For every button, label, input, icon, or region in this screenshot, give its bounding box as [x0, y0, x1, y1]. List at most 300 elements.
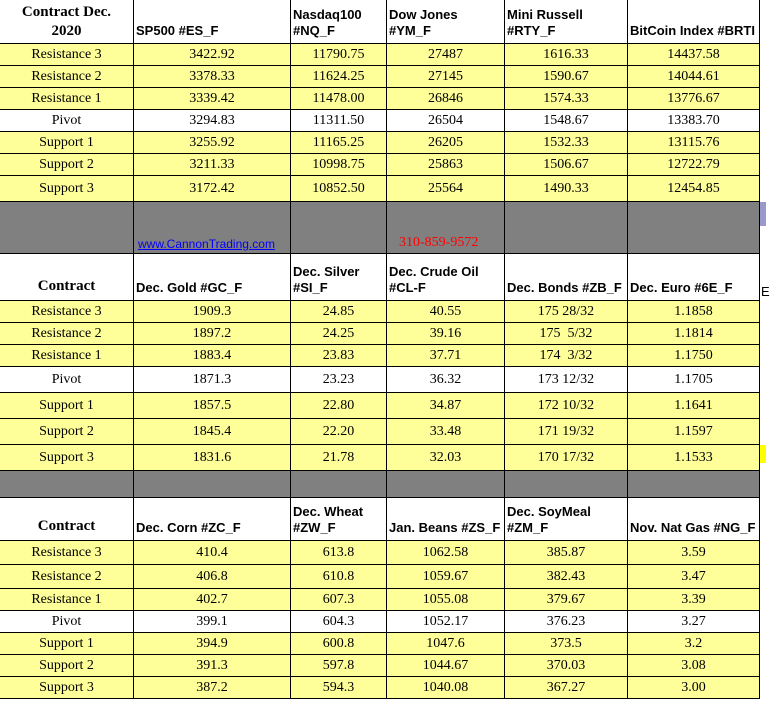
section2-row-label: Support 3 — [39, 449, 94, 465]
section2-value-cell — [134, 345, 291, 367]
section3-header-label: Contract — [37, 518, 96, 534]
section2-value: 22.80 — [322, 397, 355, 413]
section1-value: 11311.50 — [312, 112, 365, 128]
section2-header-label: Contract — [37, 278, 96, 294]
section2-value-cell — [291, 301, 387, 323]
section1-header-5 — [628, 0, 760, 44]
section1-value-cell — [505, 44, 628, 66]
section1-header-2 — [291, 0, 387, 44]
section3-value-cell — [387, 611, 505, 633]
separator1-cell — [387, 202, 505, 254]
section2-value-cell — [134, 393, 291, 419]
section2-edge-strip — [760, 445, 766, 463]
section2-value-cell — [134, 445, 291, 471]
section2-value-cell — [291, 445, 387, 471]
section1-header-1 — [134, 0, 291, 44]
section1-value: 13776.67 — [667, 90, 720, 106]
section1-value: 1506.67 — [543, 156, 589, 172]
section2-value-cell — [505, 301, 628, 323]
section1-row — [0, 176, 766, 202]
section3-value: 385.87 — [546, 544, 586, 560]
section1-header-text: BitCoin Index #BRTI — [630, 23, 755, 38]
section1-value: 12722.79 — [667, 156, 720, 172]
section2-value: 37.71 — [429, 347, 462, 363]
section2-value-cell — [387, 393, 505, 419]
section1-value-cell — [505, 154, 628, 176]
separator2-cell — [505, 471, 628, 498]
section1-row — [0, 66, 766, 88]
section2-value: 1.1641 — [674, 397, 713, 413]
section3-row — [0, 677, 766, 699]
section2-header-contract — [0, 254, 134, 301]
section2-row-label: Support 2 — [39, 423, 94, 439]
section1-value-cell — [291, 110, 387, 132]
section3-value-cell — [628, 611, 760, 633]
section3-row-label: Resistance 1 — [31, 591, 102, 607]
section3-value-cell — [505, 633, 628, 655]
section3-value-cell — [134, 589, 291, 611]
section1-value: 13383.70 — [667, 112, 720, 128]
section3-row — [0, 565, 766, 589]
section2-header-text: Dec. Gold #GC_F — [136, 280, 243, 295]
section3-header-row — [0, 498, 766, 541]
section1-value: 11478.00 — [312, 90, 365, 106]
section1-value: 3211.33 — [189, 156, 235, 172]
section2-value-cell — [628, 301, 760, 323]
section3-value: 3.08 — [681, 657, 706, 673]
section2-value: 1909.3 — [192, 303, 232, 319]
section2-row-label: Resistance 2 — [31, 325, 102, 341]
section1-row-label: Resistance 1 — [31, 90, 102, 106]
section2-value-cell — [628, 323, 760, 345]
section2-row-label: Pivot — [51, 371, 82, 387]
section1-value-cell — [505, 88, 628, 110]
section3-header-contract — [0, 498, 134, 541]
section1-value-cell — [628, 176, 760, 202]
section3-row-label: Support 2 — [39, 657, 94, 673]
section1-value-cell — [134, 110, 291, 132]
section1-row-label-cell — [0, 132, 134, 154]
section1-value: 27145 — [428, 68, 463, 84]
section2-row — [0, 419, 766, 445]
section3-value: 1044.67 — [422, 657, 469, 673]
section2-value-cell — [505, 345, 628, 367]
section2-row-label: Resistance 3 — [31, 303, 102, 319]
section2-value-cell — [134, 419, 291, 445]
section3-header-5 — [628, 498, 760, 541]
section1-row-label: Resistance 2 — [31, 68, 102, 84]
section3-row-label-cell — [0, 589, 134, 611]
section2-value: 22.20 — [322, 423, 355, 439]
section3-row — [0, 589, 766, 611]
section2-row-label-cell — [0, 367, 134, 393]
section2-header-text: Dec. Euro #6E_F — [630, 280, 733, 295]
section1-value: 14044.61 — [667, 68, 720, 84]
section3-row-label: Resistance 2 — [31, 568, 102, 584]
section1-value-cell — [387, 176, 505, 202]
section3-value: 402.7 — [196, 591, 228, 607]
section1-value: 1490.33 — [543, 180, 589, 196]
section1-header-3 — [387, 0, 505, 44]
section1-value-cell — [505, 66, 628, 88]
section2-header-text: Dec. Bonds #ZB_F — [507, 280, 622, 295]
section2-value-cell — [134, 323, 291, 345]
section1-header-text: SP500 #ES_F — [136, 23, 219, 38]
section1-header-text: Nasdaq100 #NQ_F — [293, 7, 362, 38]
section3-value: 391.3 — [196, 657, 228, 673]
section2-value: 34.87 — [429, 397, 462, 413]
section1-value: 3378.33 — [189, 68, 235, 84]
section3-value-cell — [387, 633, 505, 655]
section1-value-cell — [291, 44, 387, 66]
section1-header-row — [0, 0, 766, 44]
section3-header-text: Dec. Wheat #ZW_F — [293, 504, 364, 535]
section3-value-cell — [291, 541, 387, 565]
section2-value: 175 5/32 — [539, 325, 593, 341]
section2-value: 1897.2 — [192, 325, 232, 341]
section2-header-2 — [291, 254, 387, 301]
section2-value-cell — [291, 393, 387, 419]
section2-value-cell — [505, 445, 628, 471]
section2-value: 1.1858 — [674, 303, 713, 319]
section2-value: 24.85 — [322, 303, 355, 319]
section3-value: 373.5 — [550, 635, 582, 651]
section2-header-1 — [134, 254, 291, 301]
section2-value-cell — [134, 367, 291, 393]
section3-value: 607.3 — [322, 591, 355, 607]
section1-value: 13115.76 — [667, 134, 720, 150]
section2-header-text: Dec. Silver #SI_F — [293, 264, 360, 295]
section1-value: 3339.42 — [189, 90, 235, 106]
section3-value-cell — [291, 633, 387, 655]
section1-value-cell — [387, 154, 505, 176]
section3-value-cell — [291, 565, 387, 589]
section1-value: 3255.92 — [189, 134, 235, 150]
section2-row-label-cell — [0, 445, 134, 471]
section3-value-cell — [505, 541, 628, 565]
section3-value-cell — [628, 677, 760, 699]
section1-value: 11165.25 — [312, 134, 365, 150]
section3-value-cell — [134, 655, 291, 677]
section2-value: 39.16 — [429, 325, 462, 341]
cannon-trading-link[interactable]: www.CannonTrading.com — [138, 237, 275, 251]
section2-header-text: Dec. Crude Oil #CL-F — [389, 264, 479, 295]
section1-value-cell — [628, 154, 760, 176]
section1-value: 1574.33 — [543, 90, 589, 106]
section1-value: 3422.92 — [189, 46, 235, 62]
section1-value: 3294.83 — [189, 112, 235, 128]
section3-header-text: Jan. Beans #ZS_F — [389, 520, 501, 535]
section1-row — [0, 132, 766, 154]
section1-value-cell — [387, 132, 505, 154]
section2-value-cell — [291, 323, 387, 345]
section1-value: 11624.25 — [312, 68, 365, 84]
section2-header-5 — [628, 254, 760, 301]
section3-value-cell — [387, 541, 505, 565]
section2-value-cell — [628, 445, 760, 471]
section3-header-text: Dec. SoyMeal #ZM_F — [507, 504, 591, 535]
section3-row — [0, 611, 766, 633]
section1-value-cell — [291, 88, 387, 110]
section1-row-label: Support 2 — [39, 156, 94, 172]
section1-value-cell — [628, 44, 760, 66]
section3-value-cell — [387, 565, 505, 589]
section2-value-cell — [628, 345, 760, 367]
section1-value-cell — [387, 110, 505, 132]
section3-row-label: Support 1 — [39, 635, 94, 651]
section3-row-label: Pivot — [51, 613, 82, 629]
section3-value-cell — [505, 589, 628, 611]
section1-header-4 — [505, 0, 628, 44]
section2-value-cell — [387, 323, 505, 345]
section3-value: 1047.6 — [426, 635, 465, 651]
section2-value-cell — [291, 367, 387, 393]
section3-value: 1052.17 — [422, 613, 469, 629]
section2-value: 173 12/32 — [537, 371, 595, 387]
section3-value: 387.2 — [196, 679, 228, 695]
section3-header-3 — [387, 498, 505, 541]
section2-value: 175 28/32 — [537, 303, 595, 319]
section3-value-cell — [628, 541, 760, 565]
section3-value-cell — [505, 565, 628, 589]
section2-value-cell — [134, 301, 291, 323]
section3-row-label-cell — [0, 541, 134, 565]
phone-number: 310-859-9572 — [399, 235, 479, 250]
section2-value: 1.1533 — [674, 449, 713, 465]
section2-value-cell — [291, 345, 387, 367]
section1-value: 26504 — [428, 112, 463, 128]
section2-value: 1.1705 — [674, 371, 713, 387]
section2-value: 172 10/32 — [537, 397, 595, 413]
section3-row-label-cell — [0, 655, 134, 677]
section2-value: 1883.4 — [192, 347, 232, 363]
section1-value: 14437.58 — [667, 46, 720, 62]
section1-row-label-cell — [0, 154, 134, 176]
section1-value-cell — [628, 132, 760, 154]
section2-header-3 — [387, 254, 505, 301]
section3-value: 604.3 — [322, 613, 355, 629]
section3-value: 394.9 — [196, 635, 228, 651]
section3-value-cell — [134, 677, 291, 699]
section1-value: 27487 — [428, 46, 463, 62]
section2-row-label-cell — [0, 393, 134, 419]
section2-value: 33.48 — [429, 423, 462, 439]
section3-row-label-cell — [0, 611, 134, 633]
section2-row — [0, 367, 766, 393]
section3-value-cell — [291, 655, 387, 677]
section3-value: 1040.08 — [422, 679, 469, 695]
section2-value: 1857.5 — [192, 397, 232, 413]
section2-row — [0, 301, 766, 323]
section1-value-cell — [628, 88, 760, 110]
section2-value: 40.55 — [429, 303, 462, 319]
section3-header-text: Nov. Nat Gas #NG_F — [630, 520, 756, 535]
section2-value-cell — [628, 367, 760, 393]
section3-value-cell — [291, 589, 387, 611]
section1-row — [0, 44, 766, 66]
section3-value: 1059.67 — [422, 568, 469, 584]
section2-row-label-cell — [0, 345, 134, 367]
section2-row-label-cell — [0, 301, 134, 323]
section1-header-text: Dow Jones #YM_F — [389, 7, 458, 38]
separator2-cell — [134, 471, 291, 498]
section1-row — [0, 88, 766, 110]
section3-value: 410.4 — [196, 544, 228, 560]
section1-value-cell — [134, 88, 291, 110]
section2-row-label: Resistance 1 — [31, 347, 102, 363]
section3-value-cell — [134, 541, 291, 565]
section3-value: 376.23 — [546, 613, 586, 629]
section3-value-cell — [134, 565, 291, 589]
section3-value: 406.8 — [196, 568, 228, 584]
section3-row-label-cell — [0, 633, 134, 655]
separator2-cell — [387, 471, 505, 498]
section1-value: 10852.50 — [312, 180, 365, 196]
section2-row-label-cell — [0, 323, 134, 345]
section2-value-cell — [628, 393, 760, 419]
section3-value-cell — [505, 677, 628, 699]
section2-value: 1845.4 — [192, 423, 232, 439]
section3-row-label: Resistance 3 — [31, 544, 102, 560]
section1-value-cell — [134, 176, 291, 202]
separator2-cell — [291, 471, 387, 498]
section2-value-cell — [387, 301, 505, 323]
section2-value-cell — [505, 323, 628, 345]
section3-value-cell — [291, 677, 387, 699]
section2-row — [0, 345, 766, 367]
section1-value: 1548.67 — [543, 112, 589, 128]
section2-value: 174 3/32 — [539, 347, 593, 363]
section1-row-label-cell — [0, 44, 134, 66]
section1-value-cell — [291, 154, 387, 176]
section3-value: 3.27 — [681, 613, 706, 629]
section3-value-cell — [134, 633, 291, 655]
separator1-cell — [505, 202, 628, 254]
section3-value-cell — [387, 655, 505, 677]
section3-header-2 — [291, 498, 387, 541]
section2-value-cell — [387, 445, 505, 471]
section2-row — [0, 393, 766, 419]
section1-value-cell — [505, 132, 628, 154]
section1-value: 1590.67 — [543, 68, 589, 84]
section2-value-cell — [505, 393, 628, 419]
section3-value: 610.8 — [322, 568, 355, 584]
section2-value: 32.03 — [429, 449, 462, 465]
section1-value-cell — [628, 110, 760, 132]
section3-value: 367.27 — [546, 679, 586, 695]
section3-value: 594.3 — [322, 679, 355, 695]
section1-value-cell — [387, 66, 505, 88]
separator2-cell — [628, 471, 760, 498]
section2-overflow-text: E — [761, 284, 770, 299]
section3-header-text: Dec. Corn #ZC_F — [136, 520, 241, 535]
section1-value-cell — [134, 132, 291, 154]
section1-value: 26846 — [428, 90, 463, 106]
section3-value-cell — [291, 611, 387, 633]
section1-row-label: Support 1 — [39, 134, 94, 150]
section1-row-label: Resistance 3 — [31, 46, 102, 62]
section2-value: 171 19/32 — [537, 423, 595, 439]
section1-row-label: Pivot — [51, 112, 82, 128]
section3-header-4 — [505, 498, 628, 541]
section2-row — [0, 445, 766, 471]
section1-value-cell — [291, 132, 387, 154]
section3-value: 3.2 — [684, 635, 703, 651]
section3-value: 3.47 — [681, 568, 706, 584]
section1-value-cell — [134, 44, 291, 66]
separator1-cell — [134, 202, 291, 254]
section1-header-text: Mini Russell #RTY_F — [507, 7, 583, 38]
section1-row-label-cell — [0, 110, 134, 132]
section3-value-cell — [387, 677, 505, 699]
section1-row-label-cell — [0, 176, 134, 202]
section2-value: 1871.3 — [192, 371, 232, 387]
section3-row — [0, 655, 766, 677]
section1-row-label: Support 3 — [39, 180, 94, 196]
section1-row — [0, 154, 766, 176]
section1-row-label-cell — [0, 66, 134, 88]
section3-row — [0, 541, 766, 565]
separator1-cell — [291, 202, 387, 254]
section2-value-cell — [505, 419, 628, 445]
separator1-row — [0, 202, 766, 254]
section3-row — [0, 633, 766, 655]
separator1-cell — [628, 202, 760, 254]
section2-value: 1.1750 — [674, 347, 713, 363]
section1-value-cell — [291, 66, 387, 88]
section1-value: 26205 — [428, 134, 463, 150]
section2-row — [0, 323, 766, 345]
section1-value-cell — [387, 88, 505, 110]
section1-value: 1532.33 — [543, 134, 589, 150]
section1-value-cell — [387, 44, 505, 66]
section3-row-label: Support 3 — [39, 679, 94, 695]
section1-row-label-cell — [0, 88, 134, 110]
section2-value: 36.32 — [429, 371, 462, 387]
separator2-cell — [0, 471, 134, 498]
section3-value: 379.67 — [546, 591, 586, 607]
section3-value: 3.59 — [681, 544, 706, 560]
section2-value: 21.78 — [322, 449, 355, 465]
section2-row-label-cell — [0, 419, 134, 445]
section2-value: 1.1597 — [674, 423, 713, 439]
section2-value-cell — [291, 419, 387, 445]
section2-value: 23.23 — [322, 371, 355, 387]
section1-header-contract — [0, 0, 134, 44]
section3-value-cell — [505, 655, 628, 677]
separator2-row — [0, 471, 766, 498]
section2-value: 170 17/32 — [537, 449, 595, 465]
section3-row-label-cell — [0, 677, 134, 699]
section3-value: 1062.58 — [422, 544, 469, 560]
section2-value-cell — [628, 419, 760, 445]
section3-value-cell — [387, 589, 505, 611]
section3-value: 399.1 — [196, 613, 228, 629]
separator1-edge-strip — [760, 202, 766, 226]
section3-value: 597.8 — [322, 657, 355, 673]
section3-value: 1055.08 — [422, 591, 469, 607]
separator1-cell — [0, 202, 134, 254]
section3-value-cell — [505, 611, 628, 633]
section3-value-cell — [134, 611, 291, 633]
section1-value-cell — [134, 66, 291, 88]
section1-value: 11790.75 — [312, 46, 365, 62]
section2-value: 1831.6 — [192, 449, 232, 465]
section1-value: 12454.85 — [667, 180, 720, 196]
section1-value: 1616.33 — [543, 46, 589, 62]
section3-value: 3.39 — [681, 591, 706, 607]
section3-row-label-cell — [0, 565, 134, 589]
